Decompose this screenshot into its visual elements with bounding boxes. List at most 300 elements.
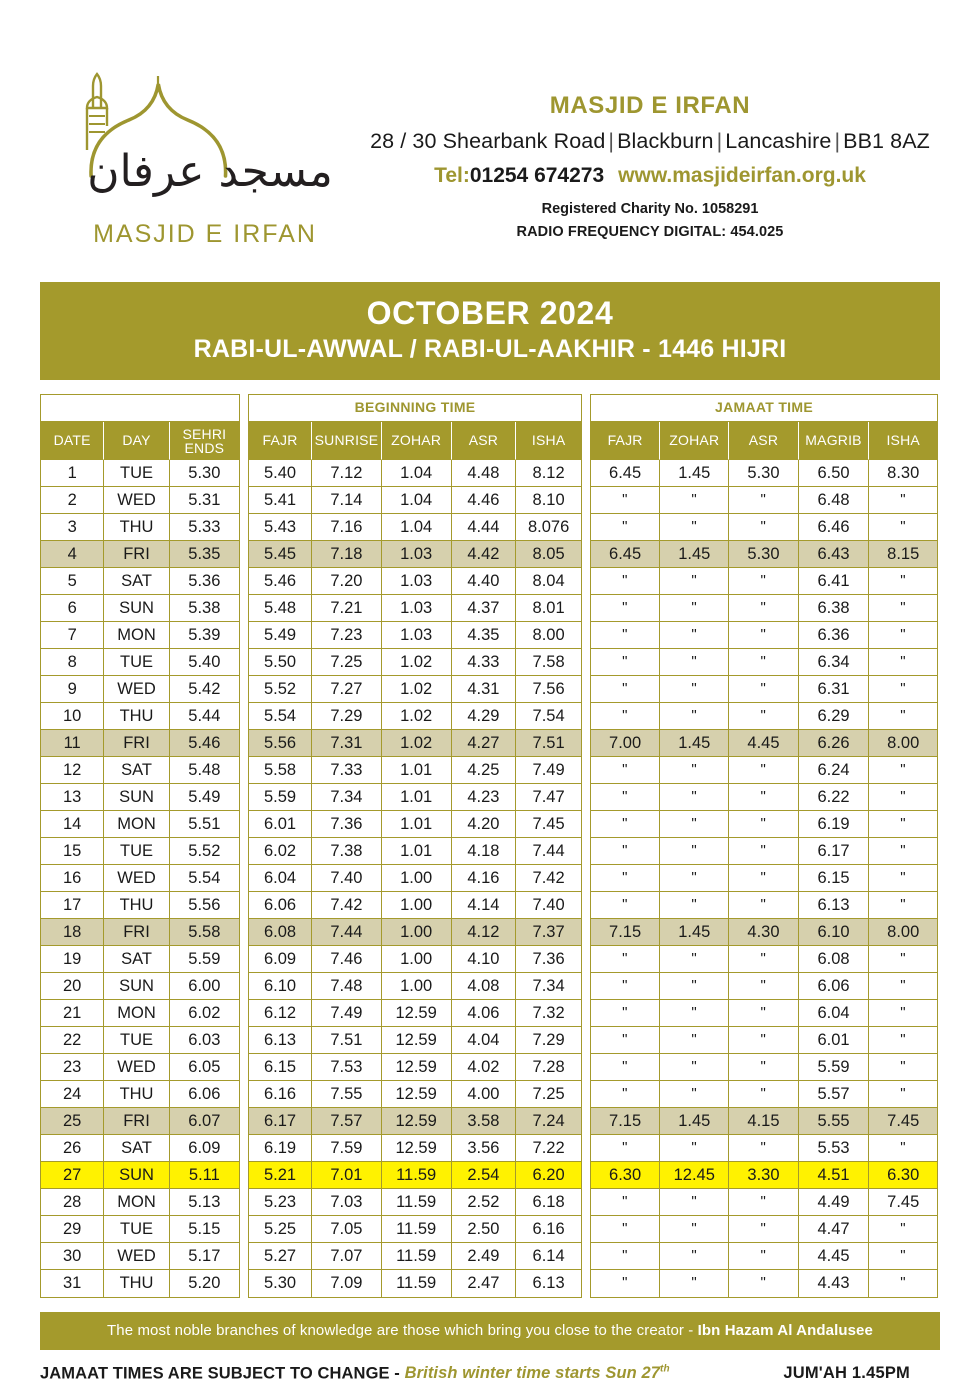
organisation-name: MASJID E IRFAN	[549, 92, 751, 119]
table-row	[41, 757, 239, 784]
cell-beginning-fajr: 6.15	[249, 1054, 312, 1081]
table-row	[41, 622, 239, 649]
cell-jamaat-asr: "	[729, 676, 798, 703]
cell-sehri: 5.56	[170, 892, 239, 919]
table-row	[249, 919, 581, 946]
table-row	[591, 541, 937, 568]
cell-beginning-zohar: 1.01	[382, 811, 452, 838]
cell-jamaat-zohar: "	[660, 811, 729, 838]
cell-jamaat-zohar: 1.45	[660, 1108, 729, 1135]
cell-beginning-sunrise: 7.46	[312, 946, 382, 973]
cell-jamaat-asr: "	[729, 568, 798, 595]
table-row	[591, 919, 937, 946]
cell-day: WED	[104, 676, 169, 703]
cell-jamaat-zohar: "	[660, 1270, 729, 1297]
cell-beginning-asr: 4.06	[452, 1000, 517, 1027]
table-row	[591, 811, 937, 838]
hijri-month-title: RABI-UL-AWWAL / RABI-UL-AAKHIR - 1446 HIJRI	[193, 334, 787, 363]
cell-beginning-sunrise: 7.51	[312, 1027, 382, 1054]
address-separator: |	[834, 129, 841, 153]
beginning-header-row	[249, 422, 581, 460]
cell-day: MON	[104, 1189, 169, 1216]
cell-beginning-asr: 4.00	[452, 1081, 517, 1108]
cell-jamaat-asr: "	[729, 1054, 798, 1081]
table-row	[41, 892, 239, 919]
cell-jamaat-fajr: 6.45	[591, 541, 660, 568]
table-row	[41, 514, 239, 541]
cell-jamaat-zohar: "	[660, 946, 729, 973]
cell-beginning-asr: 4.37	[452, 595, 517, 622]
footer-disclaimer-main: JAMAAT TIMES ARE SUBJECT TO CHANGE -	[40, 1364, 405, 1383]
cell-beginning-sunrise: 7.01	[312, 1162, 382, 1189]
table-row	[591, 946, 937, 973]
footer-dst-ordinal: th	[660, 1363, 670, 1375]
table-row	[591, 676, 937, 703]
cell-beginning-asr: 4.18	[452, 838, 517, 865]
cell-beginning-asr: 4.44	[452, 514, 517, 541]
cell-jamaat-isha: 6.30	[869, 1162, 936, 1189]
cell-sehri: 6.03	[170, 1027, 239, 1054]
cell-jamaat-asr: "	[729, 1270, 798, 1297]
cell-day: THU	[104, 1081, 169, 1108]
cell-date: 17	[41, 892, 104, 919]
table-row	[41, 1054, 239, 1081]
cell-jamaat-magrib: 4.45	[799, 1243, 870, 1270]
cell-sehri: 5.42	[170, 676, 239, 703]
cell-beginning-sunrise: 7.33	[312, 757, 382, 784]
cell-beginning-sunrise: 7.20	[312, 568, 382, 595]
footer-dst-note	[405, 1364, 670, 1382]
cell-jamaat-magrib: 6.24	[799, 757, 870, 784]
cell-sehri: 6.09	[170, 1135, 239, 1162]
cell-jamaat-magrib: 6.19	[799, 811, 870, 838]
cell-day: TUE	[104, 649, 169, 676]
table-row	[591, 460, 937, 487]
cell-day: MON	[104, 622, 169, 649]
cell-date: 2	[41, 487, 104, 514]
table-row	[591, 622, 937, 649]
cell-beginning-zohar: 1.00	[382, 946, 452, 973]
cell-date: 22	[41, 1027, 104, 1054]
cell-beginning-zohar: 1.00	[382, 865, 452, 892]
cell-beginning-sunrise: 7.31	[312, 730, 382, 757]
cell-day: FRI	[104, 919, 169, 946]
cell-sehri: 6.06	[170, 1081, 239, 1108]
table-row	[591, 892, 937, 919]
table-row	[41, 838, 239, 865]
cell-beginning-sunrise: 7.18	[312, 541, 382, 568]
cell-day: FRI	[104, 1108, 169, 1135]
cell-jamaat-fajr: "	[591, 1270, 660, 1297]
table-row	[591, 649, 937, 676]
cell-day: WED	[104, 1054, 169, 1081]
cell-sehri: 5.33	[170, 514, 239, 541]
table-row	[41, 595, 239, 622]
cell-day: TUE	[104, 1216, 169, 1243]
cell-beginning-asr: 3.56	[452, 1135, 517, 1162]
cell-jamaat-zohar: "	[660, 865, 729, 892]
cell-jamaat-zohar: 1.45	[660, 460, 729, 487]
cell-beginning-asr: 4.48	[452, 460, 517, 487]
cell-jamaat-zohar: "	[660, 676, 729, 703]
cell-jamaat-fajr: "	[591, 838, 660, 865]
cell-beginning-asr: 4.29	[452, 703, 517, 730]
cell-jamaat-fajr: 7.00	[591, 730, 660, 757]
table-row	[41, 1000, 239, 1027]
cell-jamaat-zohar: "	[660, 757, 729, 784]
cell-beginning-zohar: 11.59	[382, 1243, 452, 1270]
cell-jamaat-fajr: "	[591, 703, 660, 730]
cell-jamaat-asr: "	[729, 487, 798, 514]
cell-day: FRI	[104, 541, 169, 568]
cell-jamaat-fajr: "	[591, 892, 660, 919]
cell-jamaat-magrib: 4.47	[799, 1216, 870, 1243]
cell-jamaat-magrib: 6.13	[799, 892, 870, 919]
cell-sehri: 5.59	[170, 946, 239, 973]
cell-sehri: 5.46	[170, 730, 239, 757]
cell-beginning-isha: 7.44	[516, 838, 581, 865]
cell-jamaat-isha: "	[869, 703, 936, 730]
cell-beginning-sunrise: 7.34	[312, 784, 382, 811]
cell-beginning-asr: 4.25	[452, 757, 517, 784]
column-header-beginning-asr: ASR	[452, 422, 517, 460]
address-town: Blackburn	[617, 129, 714, 153]
organisation-address	[370, 129, 930, 154]
cell-jamaat-fajr: "	[591, 649, 660, 676]
cell-beginning-zohar: 11.59	[382, 1270, 452, 1297]
cell-day: SUN	[104, 1162, 169, 1189]
cell-beginning-fajr: 5.56	[249, 730, 312, 757]
cell-sehri: 5.58	[170, 919, 239, 946]
cell-beginning-sunrise: 7.38	[312, 838, 382, 865]
cell-beginning-isha: 7.29	[516, 1027, 581, 1054]
cell-jamaat-asr: "	[729, 595, 798, 622]
cell-jamaat-magrib: 6.38	[799, 595, 870, 622]
cell-jamaat-isha: "	[869, 946, 936, 973]
cell-beginning-fajr: 5.50	[249, 649, 312, 676]
cell-beginning-sunrise: 7.25	[312, 649, 382, 676]
table-row	[591, 1108, 937, 1135]
cell-jamaat-zohar: "	[660, 973, 729, 1000]
cell-beginning-isha: 8.05	[516, 541, 581, 568]
cell-date: 28	[41, 1189, 104, 1216]
cell-beginning-asr: 4.08	[452, 973, 517, 1000]
cell-jamaat-isha: "	[869, 892, 936, 919]
cell-beginning-fajr: 5.40	[249, 460, 312, 487]
cell-jamaat-zohar: "	[660, 892, 729, 919]
cell-beginning-zohar: 1.02	[382, 730, 452, 757]
cell-jamaat-magrib: 6.15	[799, 865, 870, 892]
cell-beginning-zohar: 12.59	[382, 1054, 452, 1081]
column-header-jamaat-magrib: MAGRIB	[799, 422, 870, 460]
column-header-jamaat-isha: ISHA	[869, 422, 936, 460]
column-header-beginning-sunrise: SUNRISE	[312, 422, 382, 460]
cell-jamaat-fajr: "	[591, 514, 660, 541]
gregorian-month-title: OCTOBER 2024	[366, 295, 614, 331]
cell-beginning-isha: 7.25	[516, 1081, 581, 1108]
cell-sehri: 5.15	[170, 1216, 239, 1243]
cell-jamaat-zohar: "	[660, 838, 729, 865]
table-row	[41, 703, 239, 730]
prayer-times-table	[40, 394, 940, 1298]
column-header-jamaat-asr: ASR	[729, 422, 798, 460]
cell-beginning-fajr: 6.08	[249, 919, 312, 946]
cell-beginning-sunrise: 7.55	[312, 1081, 382, 1108]
telephone-number[interactable]: 01254 674273	[469, 164, 605, 187]
cell-day: MON	[104, 1000, 169, 1027]
table-row	[41, 1135, 239, 1162]
cell-jamaat-asr: "	[729, 1135, 798, 1162]
cell-sehri: 6.02	[170, 1000, 239, 1027]
address-street: 28 / 30 Shearbank Road	[370, 129, 606, 153]
cell-jamaat-asr: 5.30	[729, 460, 798, 487]
cell-jamaat-asr: 5.30	[729, 541, 798, 568]
masjid-logo	[40, 58, 370, 249]
cell-beginning-zohar: 1.02	[382, 649, 452, 676]
date-group-title	[40, 394, 240, 421]
cell-beginning-asr: 2.47	[452, 1270, 517, 1297]
sehri-header-line2: ENDS	[184, 440, 225, 457]
cell-jamaat-isha: "	[869, 1000, 936, 1027]
cell-date: 16	[41, 865, 104, 892]
page-footer	[40, 1364, 940, 1384]
cell-beginning-zohar: 1.03	[382, 568, 452, 595]
cell-date: 30	[41, 1243, 104, 1270]
cell-jamaat-fajr: "	[591, 1054, 660, 1081]
cell-date: 11	[41, 730, 104, 757]
cell-sehri: 6.00	[170, 973, 239, 1000]
cell-jamaat-zohar: "	[660, 622, 729, 649]
table-row	[249, 676, 581, 703]
cell-sehri: 5.11	[170, 1162, 239, 1189]
table-row	[591, 1135, 937, 1162]
table-row	[591, 1216, 937, 1243]
cell-beginning-isha: 8.01	[516, 595, 581, 622]
cell-jamaat-asr: "	[729, 865, 798, 892]
cell-beginning-isha: 7.34	[516, 973, 581, 1000]
cell-beginning-fajr: 5.30	[249, 1270, 312, 1297]
cell-beginning-fajr: 6.01	[249, 811, 312, 838]
cell-beginning-sunrise: 7.36	[312, 811, 382, 838]
cell-beginning-asr: 4.46	[452, 487, 517, 514]
cell-jamaat-magrib: 6.01	[799, 1027, 870, 1054]
cell-beginning-fajr: 6.04	[249, 865, 312, 892]
cell-beginning-fajr: 6.19	[249, 1135, 312, 1162]
table-row	[249, 1054, 581, 1081]
cell-beginning-zohar: 11.59	[382, 1216, 452, 1243]
cell-date: 3	[41, 514, 104, 541]
table-row	[591, 838, 937, 865]
cell-beginning-sunrise: 7.29	[312, 703, 382, 730]
cell-jamaat-magrib: 5.53	[799, 1135, 870, 1162]
cell-beginning-isha: 7.45	[516, 811, 581, 838]
cell-jamaat-fajr: "	[591, 1135, 660, 1162]
table-row	[249, 1162, 581, 1189]
table-row	[41, 676, 239, 703]
jamaat-time-group-title: JAMAAT TIME	[590, 394, 938, 421]
contact-line	[370, 164, 930, 188]
table-row	[249, 892, 581, 919]
cell-jamaat-magrib: 6.46	[799, 514, 870, 541]
cell-jamaat-magrib: 6.06	[799, 973, 870, 1000]
cell-jamaat-fajr: "	[591, 568, 660, 595]
cell-date: 25	[41, 1108, 104, 1135]
cell-jamaat-magrib: 5.57	[799, 1081, 870, 1108]
cell-jamaat-magrib: 6.29	[799, 703, 870, 730]
cell-jamaat-isha: "	[869, 595, 936, 622]
table-row	[591, 865, 937, 892]
cell-beginning-isha: 6.16	[516, 1216, 581, 1243]
cell-beginning-isha: 7.58	[516, 649, 581, 676]
cell-beginning-asr: 4.14	[452, 892, 517, 919]
cell-beginning-fajr: 5.49	[249, 622, 312, 649]
cell-beginning-zohar: 1.00	[382, 892, 452, 919]
cell-jamaat-fajr: "	[591, 757, 660, 784]
cell-date: 21	[41, 1000, 104, 1027]
cell-jamaat-isha: "	[869, 487, 936, 514]
cell-jamaat-isha: "	[869, 865, 936, 892]
cell-day: SUN	[104, 973, 169, 1000]
cell-beginning-isha: 8.04	[516, 568, 581, 595]
cell-jamaat-asr: "	[729, 649, 798, 676]
table-row	[249, 703, 581, 730]
table-row	[41, 1270, 239, 1297]
cell-sehri: 5.49	[170, 784, 239, 811]
quote-text: The most noble branches of knowledge are those which bring you close to the creator -	[107, 1321, 698, 1339]
cell-jamaat-fajr: "	[591, 811, 660, 838]
page-header	[0, 0, 980, 270]
cell-beginning-sunrise: 7.59	[312, 1135, 382, 1162]
cell-beginning-isha: 7.36	[516, 946, 581, 973]
cell-beginning-asr: 4.16	[452, 865, 517, 892]
cell-jamaat-magrib: 6.48	[799, 487, 870, 514]
footer-disclaimer	[40, 1364, 670, 1384]
cell-sehri: 5.30	[170, 460, 239, 487]
table-row	[249, 514, 581, 541]
table-row	[591, 487, 937, 514]
cell-beginning-zohar: 12.59	[382, 1135, 452, 1162]
table-row	[41, 1081, 239, 1108]
table-row	[591, 595, 937, 622]
cell-beginning-asr: 4.12	[452, 919, 517, 946]
website-link[interactable]: www.masjideirfan.org.uk	[618, 164, 866, 187]
cell-jamaat-isha: "	[869, 1135, 936, 1162]
cell-jamaat-isha: "	[869, 622, 936, 649]
cell-jamaat-asr: "	[729, 784, 798, 811]
cell-beginning-sunrise: 7.03	[312, 1189, 382, 1216]
address-separator: |	[716, 129, 723, 153]
cell-beginning-isha: 8.076	[516, 514, 581, 541]
address-separator: |	[608, 129, 615, 153]
cell-beginning-isha: 7.56	[516, 676, 581, 703]
cell-beginning-asr: 3.58	[452, 1108, 517, 1135]
cell-jamaat-magrib: 6.43	[799, 541, 870, 568]
cell-beginning-sunrise: 7.09	[312, 1270, 382, 1297]
cell-jamaat-fajr: 7.15	[591, 1108, 660, 1135]
cell-jamaat-asr: "	[729, 1081, 798, 1108]
contact-details	[370, 58, 940, 240]
cell-beginning-fajr: 5.43	[249, 514, 312, 541]
table-row	[249, 946, 581, 973]
jamaat-time-group	[590, 394, 938, 1298]
cell-beginning-zohar: 1.04	[382, 514, 452, 541]
cell-sehri: 5.20	[188, 1273, 221, 1292]
table-row	[249, 1000, 581, 1027]
cell-beginning-zohar: 1.00	[382, 919, 452, 946]
footer-dst-text: British winter time starts Sun 27	[404, 1364, 661, 1383]
cell-beginning-fajr: 5.27	[249, 1243, 312, 1270]
cell-beginning-asr: 4.04	[452, 1027, 517, 1054]
jamaat-header-row	[591, 422, 937, 460]
cell-jamaat-fajr: 7.15	[591, 919, 660, 946]
cell-jamaat-fajr: "	[591, 973, 660, 1000]
cell-jamaat-fajr: "	[591, 622, 660, 649]
cell-beginning-zohar: 1.01	[382, 784, 452, 811]
cell-jamaat-fajr: "	[591, 676, 660, 703]
cell-jamaat-magrib: 5.55	[799, 1108, 870, 1135]
date-group	[40, 394, 240, 1298]
cell-beginning-isha: 7.28	[516, 1054, 581, 1081]
cell-jamaat-zohar: "	[660, 1243, 729, 1270]
cell-beginning-sunrise: 7.42	[312, 892, 382, 919]
cell-beginning-asr: 2.50	[452, 1216, 517, 1243]
cell-jamaat-isha: "	[869, 1243, 936, 1270]
cell-beginning-fajr: 5.45	[249, 541, 312, 568]
table-row	[591, 1189, 937, 1216]
cell-jamaat-isha: "	[869, 676, 936, 703]
cell-beginning-isha: 7.54	[516, 703, 581, 730]
cell-beginning-sunrise: 7.05	[312, 1216, 382, 1243]
jamaat-time-grid	[590, 421, 938, 1298]
cell-jamaat-magrib: 6.04	[799, 1000, 870, 1027]
address-county: Lancashire	[725, 129, 832, 153]
cell-jamaat-magrib: 6.36	[799, 622, 870, 649]
cell-day: SAT	[104, 1135, 169, 1162]
cell-beginning-zohar: 1.00	[382, 973, 452, 1000]
cell-sehri: 5.13	[170, 1189, 239, 1216]
cell-beginning-fajr: 5.46	[249, 568, 312, 595]
cell-jamaat-isha: "	[869, 1216, 936, 1243]
cell-sehri: 5.51	[170, 811, 239, 838]
cell-jamaat-magrib: 4.49	[799, 1189, 870, 1216]
cell-jamaat-asr: "	[729, 1216, 798, 1243]
cell-jamaat-magrib: 4.43	[799, 1270, 870, 1297]
cell-jamaat-isha: "	[900, 1273, 907, 1291]
cell-day: TUE	[104, 838, 169, 865]
cell-jamaat-fajr: "	[591, 595, 660, 622]
column-header-beginning-isha: ISHA	[516, 422, 581, 460]
cell-jamaat-asr: "	[729, 622, 798, 649]
cell-jamaat-magrib: 4.51	[799, 1162, 870, 1189]
cell-jamaat-asr: "	[729, 1189, 798, 1216]
table-row	[249, 1108, 581, 1135]
cell-beginning-isha: 7.40	[516, 892, 581, 919]
date-group-grid	[40, 421, 240, 1298]
cell-beginning-asr: 4.40	[452, 568, 517, 595]
table-row	[41, 1189, 239, 1216]
cell-jamaat-fajr: 6.30	[591, 1162, 660, 1189]
cell-jamaat-asr: "	[729, 946, 798, 973]
cell-beginning-fajr: 5.48	[249, 595, 312, 622]
table-row	[41, 730, 239, 757]
column-header-day: DAY	[104, 422, 169, 460]
cell-day: SUN	[104, 595, 169, 622]
table-row	[591, 1000, 937, 1027]
table-row	[591, 730, 937, 757]
cell-date: 5	[41, 568, 104, 595]
cell-beginning-asr: 4.20	[452, 811, 517, 838]
cell-jamaat-fajr: "	[591, 1216, 660, 1243]
